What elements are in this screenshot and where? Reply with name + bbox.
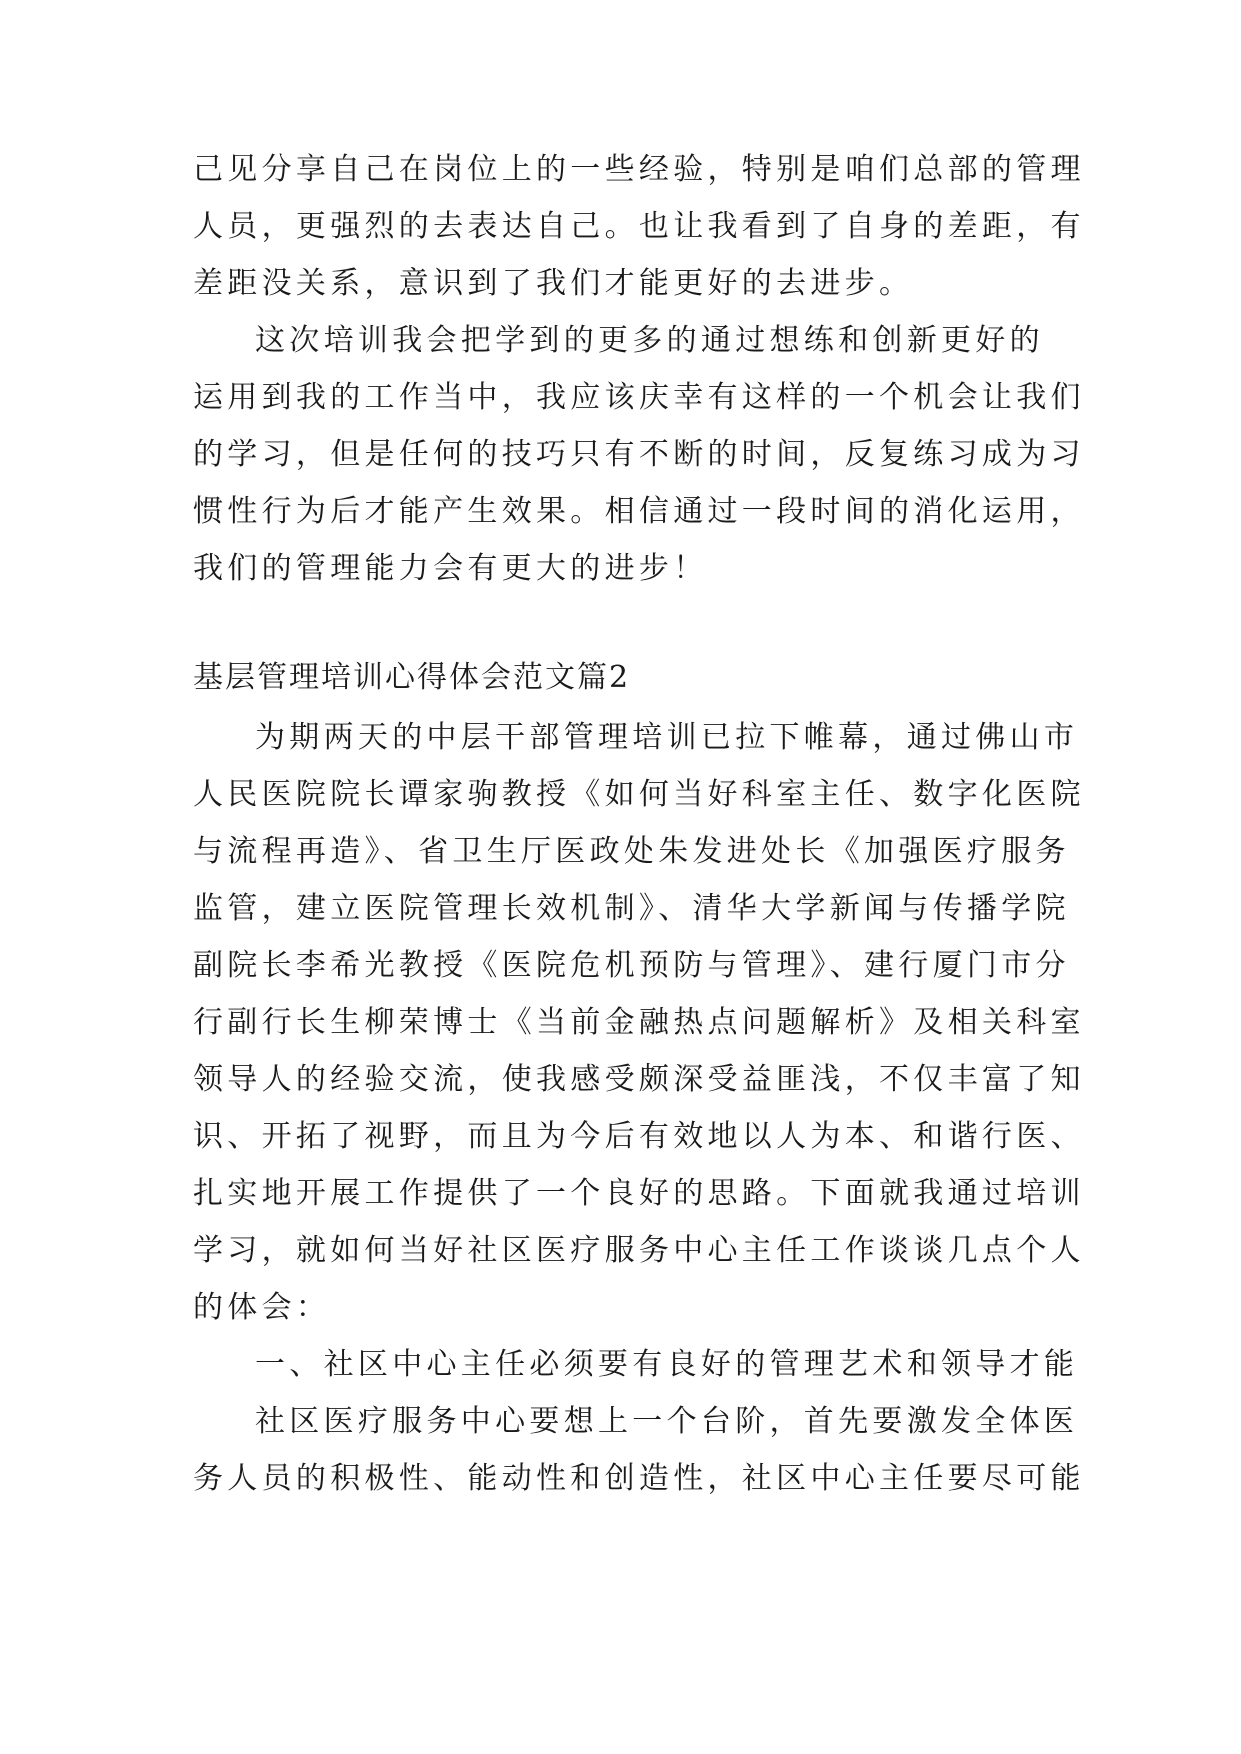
text-line: 与流程再造》、省卫生厅医政处朱发进处长《加强医疗服务: [193, 834, 1070, 869]
text-line: 副院长李希光教授《医院危机预防与管理》、建行厦门市分: [193, 948, 1070, 983]
text-line: 学习，就如何当好社区医疗服务中心主任工作谈谈几点个人: [193, 1233, 1085, 1268]
paragraph-first-line: 社区医疗服务中心要想上一个台阶，首先要激发全体医: [255, 1404, 1079, 1439]
numbered-point-heading: 一、社区中心主任必须要有良好的管理艺术和领导才能: [255, 1347, 1079, 1382]
text-line: 运用到我的工作当中，我应该庆幸有这样的一个机会让我们: [193, 380, 1085, 415]
text-line: 务人员的积极性、能动性和创造性，社区中心主任要尽可能: [193, 1461, 1085, 1496]
text-line: 的学习，但是任何的技巧只有不断的时间，反复练习成为习: [193, 437, 1085, 472]
paragraph-first-line: 为期两天的中层干部管理培训已拉下帷幕，通过佛山市: [255, 720, 1079, 755]
text-line: 识、开拓了视野，而且为今后有效地以人为本、和谐行医、: [193, 1119, 1085, 1154]
text-line: 我们的管理能力会有更大的进步！: [193, 551, 708, 586]
text-line: 惯性行为后才能产生效果。相信通过一段时间的消化运用，: [193, 494, 1085, 529]
text-line: 的体会：: [193, 1290, 331, 1325]
text-line: 己见分享自己在岗位上的一些经验，特别是咱们总部的管理: [193, 152, 1085, 187]
text-line: 差距没关系，意识到了我们才能更好的去进步。: [193, 266, 914, 301]
text-line: 人民医院院长谭家驹教授《如何当好科室主任、数字化医院: [193, 777, 1085, 812]
text-line: 领导人的经验交流，使我感受颇深受益匪浅，不仅丰富了知: [193, 1062, 1085, 1097]
paragraph-first-line: 这次培训我会把学到的更多的通过想练和创新更好的: [255, 323, 1044, 358]
text-line: 监管，建立医院管理长效机制》、清华大学新闻与传播学院: [193, 891, 1070, 926]
text-line: 人员，更强烈的去表达自己。也让我看到了自身的差距，有: [193, 209, 1085, 244]
section-heading: 基层管理培训心得体会范文篇2: [193, 660, 631, 695]
text-line: 行副行长生柳荣博士《当前金融热点问题解析》及相关科室: [193, 1005, 1085, 1040]
text-line: 扎实地开展工作提供了一个良好的思路。下面就我通过培训: [193, 1176, 1085, 1211]
